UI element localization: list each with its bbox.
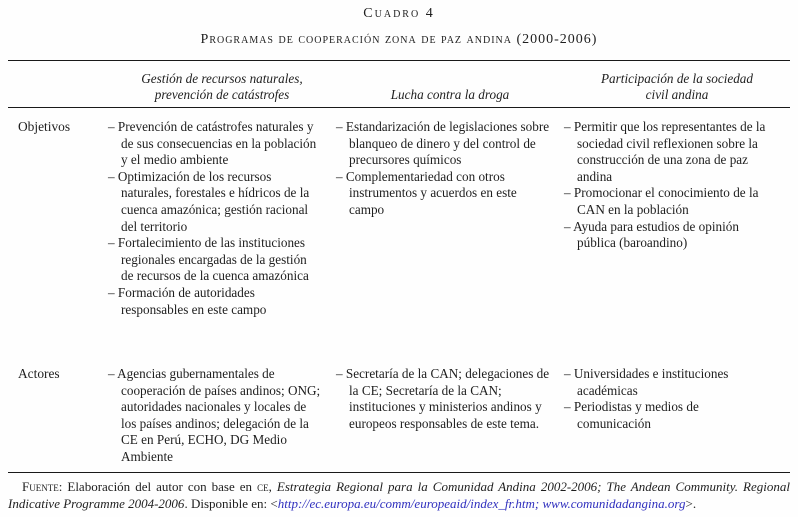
list-item: – Estandarización de legislaciones sobre blanqueo de dinero y del control de precursores químicos <box>336 119 550 168</box>
column-header-participacion-sociedad <box>564 64 790 103</box>
row-label-actores: Actores <box>18 366 60 381</box>
source-text: Elaboración del autor con base en <box>67 478 258 494</box>
list-item: – Prevención de catástrofes naturales y de sus consecuencias en la población y el medio ambiente <box>108 119 317 168</box>
cell-objetivos-sociedad <box>564 119 790 366</box>
source-acronym-ce: ce, <box>257 478 272 494</box>
cell-actores-droga <box>336 366 564 466</box>
column-header-line: Participación de la sociedad <box>601 71 753 86</box>
column-header-line: Lucha contra la droga <box>390 87 510 102</box>
column-header-gestion-recursos <box>108 64 336 103</box>
cell-objetivos-droga <box>336 119 564 366</box>
list-item: – Fortalecimiento de las instituciones regionales encargadas de la gestión de recursos de la cuenca amazónica <box>108 235 309 284</box>
list-item: – Optimización de los recursos naturales, forestales e hídricos de la cuenca amazónica; gestión racional del territorio <box>108 168 310 234</box>
cell-objetivos-gestion <box>108 119 336 366</box>
table-row-actores <box>8 366 790 466</box>
list-item: – Complementariedad con otros instrumentos y acuerdos en este campo <box>336 168 517 217</box>
table-body <box>8 108 790 472</box>
source-disponible-text: . Disponible en: < <box>184 495 278 511</box>
column-header-line: Gestión de recursos naturales, <box>141 71 303 86</box>
list-item: – Formación de autoridades responsables en este campo <box>108 284 267 317</box>
list-item: – Permitir que los representantes de la sociedad civil reflexionen sobre la construcción de una zona de paz andina <box>564 119 766 184</box>
column-header-line: civil andina <box>645 87 709 102</box>
row-label-objetivos: Objetivos <box>18 119 71 134</box>
header-spacer <box>8 64 108 103</box>
column-header-lucha-droga <box>336 64 564 103</box>
table-number: Cuadro 4 <box>363 6 435 21</box>
cell-actores-gestion <box>108 366 336 466</box>
cell-actores-sociedad <box>564 366 790 466</box>
table-title: Programas de cooperación zona de paz andina (2000-2006) <box>200 32 598 47</box>
source-label: Fuente: <box>22 478 68 494</box>
table-header-row <box>8 61 790 108</box>
list-item: – Secretaría de la CAN; delegaciones de la CE; Secretaría de la CAN; instituciones y ministerios andinos y europeos responsables de este tema. <box>336 366 550 431</box>
source-citation: Estrategia Regional para la Comunidad Andina 2002-2006; The Andean Community. Regional Indicative Programme 2004-2006 <box>8 478 790 511</box>
list-item: – Promocionar el conocimiento de la CAN en la población <box>564 185 759 217</box>
list-item: – Universidades e instituciones académicas <box>564 366 729 398</box>
source-url-links[interactable]: http://ec.europa.eu/comm/europeaid/index_fr.htm; www.comunidadangina.org <box>277 495 686 511</box>
cooperation-table <box>8 60 790 473</box>
table-row-objetivos <box>8 119 790 366</box>
list-item: – Periodistas y medios de comunicación <box>564 399 699 431</box>
source-note <box>8 478 790 512</box>
list-item: – Ayuda para estudios de opinión pública (baroandino) <box>564 218 739 251</box>
column-header-line: prevención de catástrofes <box>154 87 290 102</box>
source-closing: >. <box>685 495 697 511</box>
list-item: – Agencias gubernamentales de cooperación de países andinos; ONG; autoridades nacionales y locales de los países andinos; delegación de la CE en Perú, ECHO, DG Medio Ambiente <box>108 366 321 464</box>
